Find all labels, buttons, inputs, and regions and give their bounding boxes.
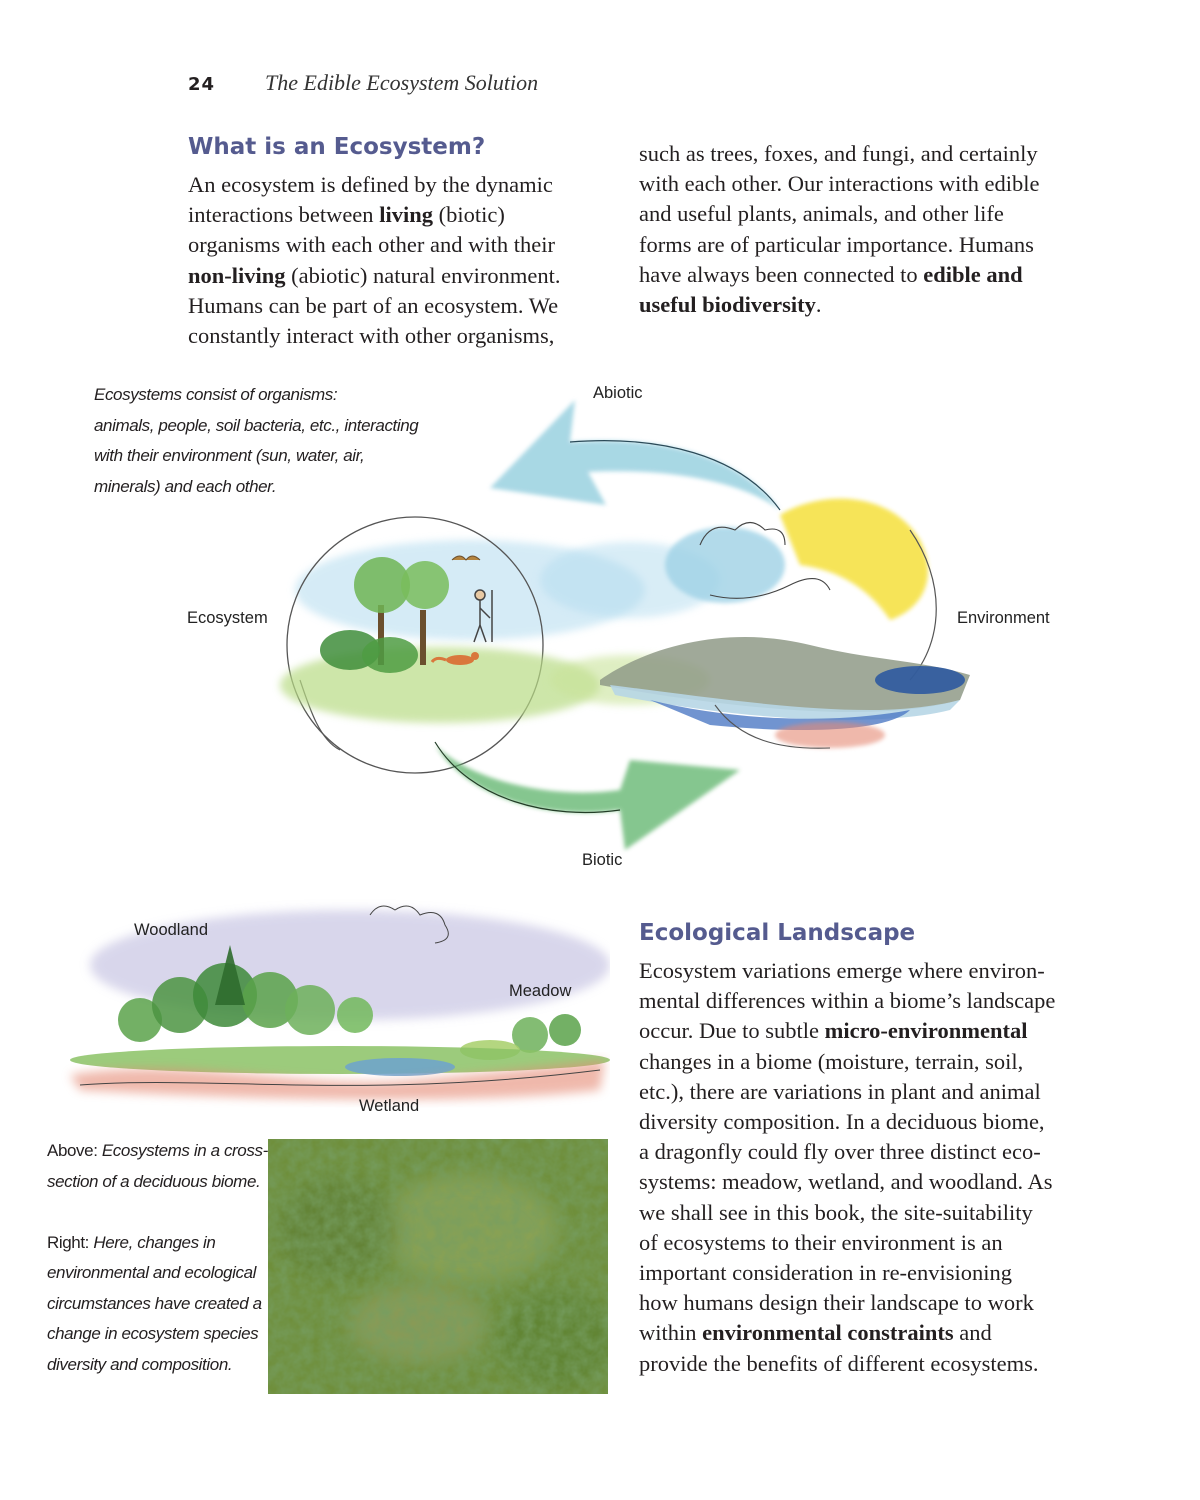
text-run: (abiotic) natural environment. [285, 262, 561, 288]
text-line [639, 1318, 1055, 1348]
bold-term: micro-environmental [824, 1018, 1028, 1044]
caption-above-text: Ecosystems in a cross- [101, 1141, 268, 1160]
text-run: and [953, 1320, 992, 1346]
photo-captions [47, 1136, 268, 1380]
text-line [639, 986, 1055, 1016]
text-line [639, 169, 1040, 199]
soil-section-icon [600, 637, 970, 748]
text-line [188, 291, 560, 321]
text-line [639, 1047, 1055, 1077]
text-run: diversity composition. In a deciduous biome, [639, 1109, 1045, 1135]
text-run: An ecosystem is defined by the dynamic [188, 172, 553, 197]
text-run: systems: meadow, wetland, and woodland. As [639, 1169, 1053, 1195]
text-line [188, 170, 560, 200]
text-line [639, 260, 1040, 290]
diagram-caption-line: Ecosystems consist of organisms: [94, 385, 338, 404]
sun-icon [780, 499, 928, 620]
caption-spacer [47, 1197, 268, 1228]
text-line [639, 1198, 1055, 1228]
caption-right-line: environmental and ecological [47, 1263, 256, 1282]
text-line [639, 1167, 1055, 1197]
text-run: forms are of particular importance. Humans [639, 231, 1034, 257]
page-number: 24 [188, 74, 216, 95]
ecosystem-label: Ecosystem [187, 609, 268, 627]
text-run: constantly interact with other organisms, [188, 323, 555, 349]
bold-term: living [379, 202, 433, 228]
text-line [639, 139, 1040, 169]
section-heading-ecosystem: What is an Ecosystem? [188, 134, 486, 160]
text-run: important consideration in re-envisioning [639, 1260, 1013, 1286]
section2-body [639, 956, 1055, 1379]
diagram-caption-line: minerals) and each other. [94, 476, 277, 496]
aerial-forest-photo [268, 1139, 608, 1394]
text-run: . [815, 292, 822, 318]
text-run: such as trees, foxes, and fungi, and certainly [639, 141, 1038, 166]
caption-right-text: Here, changes in [93, 1232, 216, 1252]
text-run: interactions between [188, 202, 380, 228]
text-run: provide the benefits of different ecosystems. [639, 1350, 1039, 1376]
caption-above-line-2: section of a deciduous biome. [47, 1171, 261, 1191]
section-heading-ecological-landscape: Ecological Landscape [639, 920, 916, 946]
text-run: a dragonfly could fly over three distinct eco- [639, 1139, 1041, 1165]
text-run: changes in a biome (moisture, terrain, soil, [639, 1048, 1024, 1074]
text-line [639, 1137, 1055, 1167]
wetland-label: Wetland [359, 1097, 420, 1115]
running-title: The Edible Ecosystem Solution [265, 70, 539, 95]
text-run: how humans design their landscape to work [639, 1290, 1034, 1316]
text-line [639, 1016, 1055, 1046]
caption-right-lead: Right: [47, 1232, 90, 1252]
text-run: have always been connected to [639, 261, 924, 287]
text-run: (biotic) [432, 202, 505, 228]
text-line [188, 321, 560, 351]
text-line [639, 199, 1040, 229]
text-line [639, 1107, 1055, 1137]
meadow-label: Meadow [509, 982, 572, 1000]
text-line [639, 1228, 1055, 1258]
abiotic-label: Abiotic [593, 384, 643, 402]
caption-above-line-1 [47, 1136, 268, 1167]
section1-column-1 [188, 170, 560, 351]
text-run: we shall see in this book, the site-suitability [639, 1199, 1033, 1225]
caption-right-line: diversity and composition. [47, 1354, 233, 1374]
text-run: etc.), there are variations in plant and animal [639, 1078, 1041, 1104]
shrub-icon [320, 630, 418, 673]
text-line [639, 290, 1040, 320]
section1-column-2 [639, 139, 1040, 320]
environment-label: Environment [957, 609, 1050, 627]
text-run: within [639, 1320, 703, 1346]
text-line [639, 230, 1040, 260]
caption-right-line: change in ecosystem species [47, 1324, 259, 1343]
text-run: occur. Due to subtle [639, 1018, 825, 1044]
bold-term: non-living [188, 262, 286, 288]
text-line [639, 1258, 1055, 1288]
text-line [188, 200, 560, 230]
biotic-arrow [435, 745, 740, 850]
text-line [188, 261, 560, 291]
text-run: mental differences within a biome’s landscape [639, 988, 1056, 1014]
caption-above-lead: Above: [47, 1141, 98, 1160]
diagram-caption-line: with their environment (sun, water, air, [94, 446, 365, 465]
woodland-label: Woodland [134, 921, 209, 939]
bold-term: environmental constraints [702, 1320, 954, 1346]
text-run: organisms with each other and with their [188, 232, 555, 258]
text-line [639, 956, 1055, 986]
text-run: with each other. Our interactions with edible [639, 171, 1040, 197]
diagram-caption-line: animals, people, soil bacteria, etc., interacting [94, 415, 419, 435]
abiotic-arrow [490, 400, 780, 510]
text-run: Humans can be part of an ecosystem. We [188, 292, 559, 318]
ecosystem-cycle-illustration [270, 380, 990, 890]
text-run: of ecosystems to their environment is an [639, 1229, 1003, 1255]
text-run: and useful plants, animals, and other life [639, 201, 1004, 227]
text-run: Ecosystem variations emerge where environ- [639, 958, 1045, 983]
caption-right-line: circumstances have created a [47, 1293, 262, 1313]
text-line [639, 1349, 1055, 1379]
caption-right-line-1 [47, 1228, 268, 1259]
wetland-water-icon [345, 1058, 455, 1076]
text-line [639, 1077, 1055, 1107]
text-line [639, 1288, 1055, 1318]
biotic-label: Biotic [582, 851, 623, 869]
bold-term: edible and [923, 261, 1023, 287]
text-line [188, 230, 560, 260]
bold-term: useful biodiversity [639, 292, 816, 318]
